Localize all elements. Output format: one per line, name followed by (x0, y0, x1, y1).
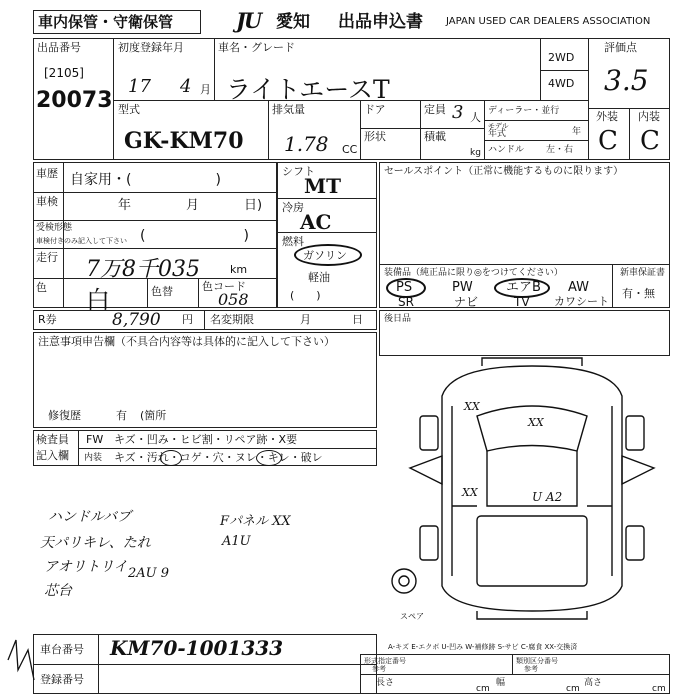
name-change-month: 月 (300, 313, 311, 326)
model-label: 型式 (118, 103, 140, 116)
class-label: 類別区分番号 (516, 657, 558, 665)
fuel-gasoline-circle (294, 244, 362, 266)
diagram-mark-1: XX (464, 400, 480, 413)
color-change-label: 色替 (151, 285, 173, 298)
handwritten-note-2: 天パリキレ、たれ (40, 535, 151, 551)
drive-2wd: 2WD (548, 51, 575, 64)
color-code-label: 色コード (202, 280, 246, 293)
diagram-mark-2: XX (528, 416, 544, 429)
equipment-sr: SR (398, 295, 414, 309)
diagram-mark-3: XX (462, 486, 478, 499)
equipment-tv: TV (514, 295, 530, 309)
capacity-label: 定員 (424, 103, 446, 116)
load-label: 積載 (424, 130, 446, 143)
dim-height: 高さ (584, 678, 603, 688)
fuel-label: 燃料 (282, 235, 304, 248)
warranty-label: 新車保証書 (620, 268, 666, 278)
after-date-box (379, 310, 670, 356)
form-type-ref: 参考 (372, 665, 386, 673)
equipment-seat: カワシート (554, 295, 609, 308)
registration-label: 初度登録年月 (118, 41, 184, 54)
after-date-label: 後日品 (384, 314, 412, 324)
lot-bracket-code: [2105] (44, 66, 84, 80)
handle-options: 左・右 (546, 145, 574, 155)
recycle-unit: 円 (182, 313, 193, 326)
interior-check-label: 内装 (84, 453, 103, 463)
storage-label: 車内保管・守衛保管 (38, 13, 174, 31)
sales-point-label: セールスポイント（正常に機能するものに限ります） (384, 166, 624, 177)
name-change-label: 名変期限 (210, 313, 254, 326)
fw-label: FW (86, 433, 104, 446)
capacity-value: 3 (452, 102, 464, 123)
ju-logo: JU (236, 8, 261, 33)
dim-width: 幅 (496, 678, 506, 688)
fuel-diesel: 軽油 (308, 271, 330, 284)
mileage-value: 7万8千035 (86, 257, 200, 282)
color-value: 白 (86, 286, 110, 314)
receipt-note: 車検付きのみ記入して下さい (36, 237, 127, 245)
damage-legend: A-キズ E-エクボ U-凹み W-補修跡 S-サビ C-腐食 XX-交換済 (388, 643, 578, 651)
inspection-month: 月 (186, 198, 200, 213)
car-damage-diagram (382, 356, 672, 626)
registration-month-unit: 月 (200, 83, 211, 96)
color-code-value: 058 (218, 290, 249, 309)
load-unit: kg (470, 148, 481, 158)
interior-value: C (640, 126, 660, 156)
dealer-model-label: モデル (488, 122, 509, 130)
form-title: 出品申込書 (338, 12, 423, 32)
dealer-label: ディーラー・並行 (488, 106, 560, 116)
recycle-label: R券 (38, 313, 57, 326)
handwritten-note-4: 芯台 (44, 583, 72, 599)
dim-width-unit: cm (566, 684, 580, 694)
repair-has: 有 (116, 409, 127, 422)
equipment-airbag: エアB (506, 280, 541, 295)
inspection-day: 日) (244, 198, 263, 213)
org-name: 愛知 (276, 12, 310, 32)
fuel-paren: ( ) (290, 289, 321, 302)
registration-month: 4 (180, 76, 192, 97)
dim-length-unit: cm (476, 684, 490, 694)
mileage-unit: km (230, 263, 248, 276)
history-label: 車歴 (36, 167, 58, 180)
org-english: JAPAN USED CAR DEALERS ASSOCIATION (446, 16, 651, 27)
signature-scribble (4, 630, 44, 690)
warranty-options: 有・無 (622, 287, 655, 300)
dim-height-unit: cm (652, 684, 666, 694)
shape-label: 形状 (364, 130, 386, 143)
class-ref: 参考 (524, 665, 538, 673)
inspector-label1: 検査員 (36, 433, 69, 446)
drive-4wd: 4WD (548, 77, 575, 90)
exterior-value: C (598, 126, 618, 156)
ac-value: AC (300, 210, 332, 234)
fw-items: キズ・凹み・ヒビ割・リペア跡・X要 (114, 433, 298, 446)
score-value: 3.5 (604, 64, 649, 97)
form-type-label: 形式指定番号 (364, 657, 406, 665)
notes-label: 注意事項申告欄（不具合内容等は具体的に記入して下さい） (38, 335, 335, 348)
handwritten-note-6: A1U (222, 534, 251, 549)
equipment-navi: ナビ (454, 295, 479, 309)
color-label: 色 (36, 281, 47, 294)
shift-value: MT (304, 174, 342, 198)
car-name-label: 車名・グレード (218, 41, 295, 54)
inspector-label2: 記入欄 (36, 449, 69, 462)
reg-number-label: 登録番号 (40, 673, 84, 686)
spare-label: スペア (400, 612, 424, 621)
displacement-unit: CC (342, 143, 358, 156)
dealer-year-label: 年式 (488, 129, 507, 139)
dealer-year-unit: 年 (572, 127, 582, 137)
equipment-ps: PS (396, 280, 413, 295)
dim-length: 長さ (376, 678, 395, 688)
receipt-paren: ( ) (140, 228, 249, 244)
handwritten-note-1: ハンドルバブ (48, 509, 132, 525)
ac-label: 冷房 (282, 201, 304, 214)
interior-label: 内装 (638, 110, 660, 123)
handwritten-note-3: アオリトリイ (44, 559, 128, 575)
name-change-day: 日 (352, 313, 363, 326)
recycle-row (33, 310, 377, 330)
repair-label: 修復歴 (48, 409, 81, 422)
displacement-value: 1.78 (284, 132, 329, 156)
handle-label: ハンドル (488, 145, 525, 155)
equipment-label: 装備品（純正品に限り◎をつけてください） (384, 268, 563, 278)
inspection-year: 年 (118, 198, 132, 213)
lot-label: 出品番号 (37, 41, 81, 54)
chassis-label: 車台番号 (40, 643, 84, 656)
handwritten-note-7: 2AU 9 (128, 566, 170, 581)
doors-label: ドア (364, 103, 386, 116)
registration-year: 17 (128, 76, 151, 97)
chassis-value: KM70-1001333 (110, 636, 284, 660)
mileage-label: 走行 (36, 251, 58, 264)
fuel-gasoline: ガソリン (303, 249, 347, 262)
car-name-value: ライトエースT (226, 75, 390, 104)
inspection-label: 車検 (36, 195, 58, 208)
interior-check-items: キズ・汚れ・コゲ・穴・ヌレ・キレ・破レ (114, 451, 323, 464)
history-value: 自家用・( ) (70, 172, 221, 188)
diagram-mark-4: U A2 (532, 490, 563, 504)
model-value: GK-KM70 (124, 128, 244, 154)
shift-label: シフト (282, 165, 315, 178)
score-label: 評価点 (604, 41, 637, 54)
repair-location: (箇所 (140, 409, 167, 422)
capacity-unit: 人 (470, 111, 481, 124)
equipment-pw: PW (452, 280, 473, 295)
lot-number: 20073 (36, 88, 113, 113)
interior-check-circle1 (160, 450, 182, 466)
receipt-label: 受検形態 (36, 223, 73, 233)
exterior-label: 外装 (596, 110, 618, 123)
recycle-value: 8,790 (112, 310, 161, 330)
equipment-aw: AW (568, 280, 590, 295)
interior-check-circle2 (256, 450, 282, 466)
handwritten-note-5: Fパネル XX (220, 514, 291, 529)
displacement-label: 排気量 (272, 103, 305, 116)
